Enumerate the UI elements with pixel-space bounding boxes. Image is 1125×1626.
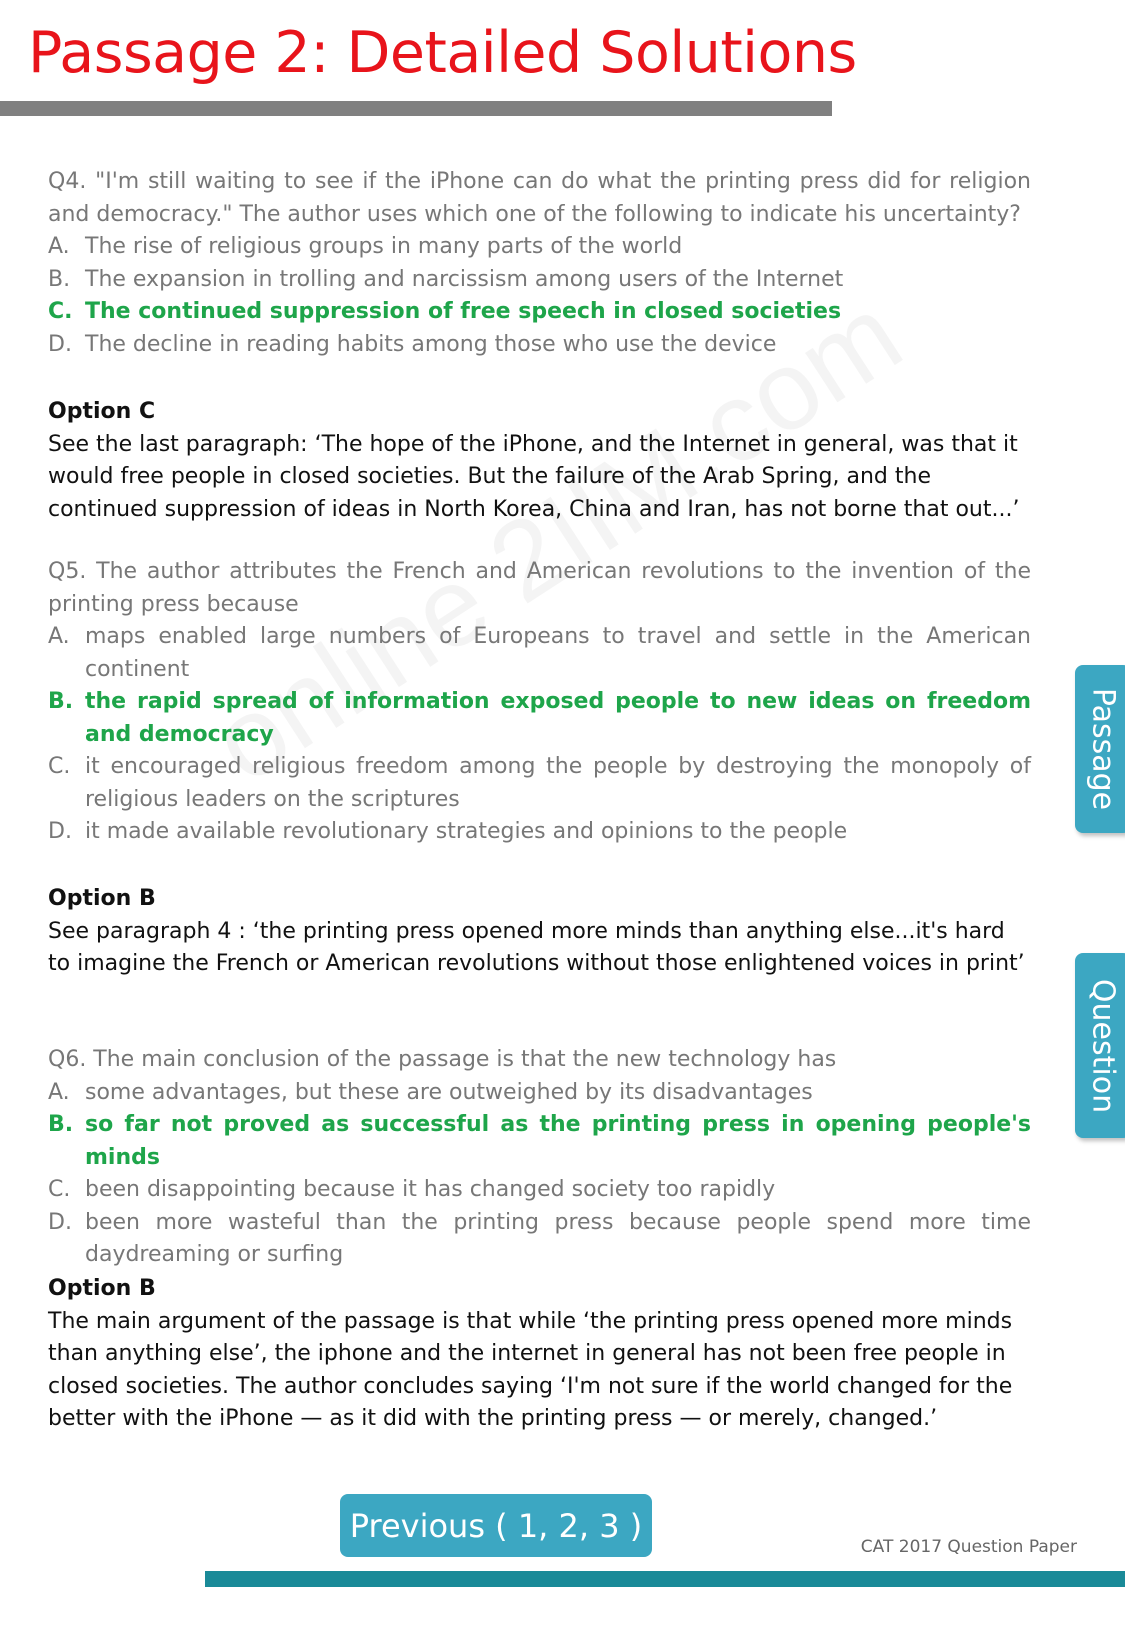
- question-tab[interactable]: [1075, 953, 1125, 1138]
- question-tab-label: Question: [1085, 978, 1121, 1113]
- answer-heading: Option B: [48, 886, 156, 911]
- option-c: C. it encouraged religious freedom among the people by destroying the monopoly of religious leaders on the scriptures: [48, 754, 1031, 812]
- option-b-correct: B. so far not proved as successful as the printing press in opening people's minds: [48, 1112, 1031, 1170]
- answer-q4: [48, 396, 1031, 526]
- question-q5: [48, 556, 1031, 849]
- answer-explanation: The main argument of the passage is that while ‘the printing press opened more minds than anything else’, the iphone and the internet in general has not been free people in closed societies. The author concludes saying ‘I'm not sure if the world changed for the better with the iPhone — as it did with the printing press — or merely, changed.’: [48, 1308, 1013, 1431]
- title-underline: [0, 101, 832, 116]
- answer-explanation: See the last paragraph: ‘The hope of the iPhone, and the Internet in general, was that it would free people in closed societies. But the failure of the Arab Spring, and the continued suppression of ideas in North Korea, China and Iran, has not borne that out...’: [48, 431, 1020, 522]
- option-d: D. The decline in reading habits among those who use the device: [48, 331, 777, 357]
- option-d: D. it made available revolutionary strategies and opinions to the people: [48, 819, 848, 844]
- footer-source: CAT 2017 Question Paper: [860, 1537, 1077, 1557]
- option-c-correct: C. The continued suppression of free speech in closed societies: [48, 299, 842, 324]
- answer-heading: Option C: [48, 399, 156, 424]
- previous-button[interactable]: Previous ( 1, 2, 3 ): [340, 1494, 652, 1557]
- page-title: Passage 2: Detailed Solutions: [28, 20, 857, 86]
- answer-q6: [48, 1273, 1031, 1436]
- passage-tab-label: Passage: [1085, 687, 1121, 811]
- question-stem: Q6. The main conclusion of the passage is that the new technology has: [48, 1047, 837, 1072]
- question-stem: Q4. "I'm still waiting to see if the iPhone can do what the printing press did for religion and democracy." The author uses which one of the following to indicate his uncertainty?: [48, 169, 1031, 227]
- option-c: C. been disappointing because it has changed society too rapidly: [48, 1177, 776, 1202]
- answer-q5: [48, 883, 1031, 981]
- question-q4: [48, 166, 1031, 361]
- option-a: A. maps enabled large numbers of Europeans to travel and settle in the American continent: [48, 624, 1031, 682]
- footer-bar: [205, 1571, 1125, 1587]
- option-a: A. some advantages, but these are outweighed by its disadvantages: [48, 1079, 813, 1105]
- option-b: B. The expansion in trolling and narcissism among users of the Internet: [48, 266, 844, 292]
- option-b-correct: B. the rapid spread of information exposed people to new ideas on freedom and democracy: [48, 689, 1031, 747]
- question-q6: [48, 1044, 1031, 1272]
- option-d: D. been more wasteful than the printing press because people spend more time daydreaming or surfing: [48, 1209, 1031, 1267]
- option-a: A. The rise of religious groups in many parts of the world: [48, 234, 683, 259]
- answer-heading: Option B: [48, 1276, 156, 1301]
- passage-tab[interactable]: [1075, 665, 1125, 833]
- question-stem: Q5. The author attributes the French and American revolutions to the invention of the printing press because: [48, 559, 1031, 617]
- answer-explanation: See paragraph 4 : ‘the printing press opened more minds than anything else...it's hard to imagine the French or American revolutions without those enlightened voices in print’: [48, 918, 1025, 976]
